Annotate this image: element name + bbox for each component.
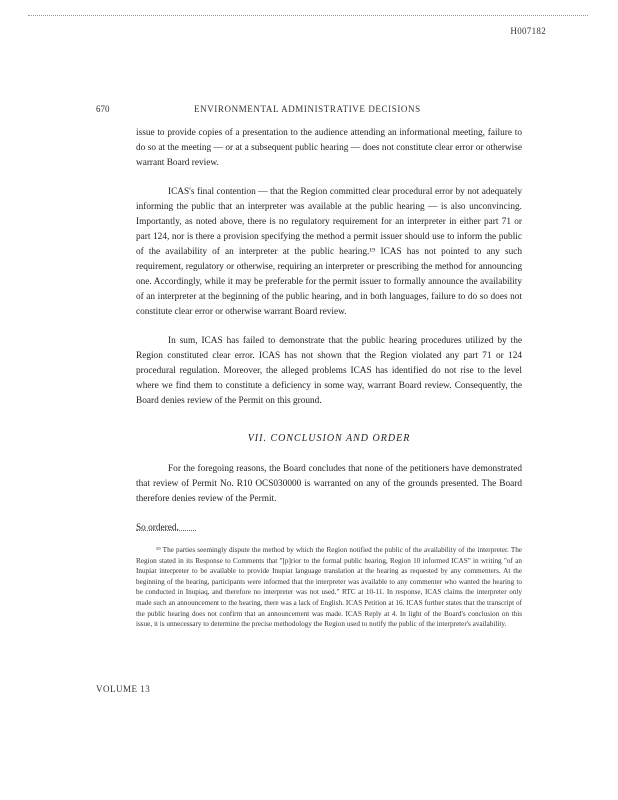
running-title: ENVIRONMENTAL ADMINISTRATIVE DECISIONS <box>194 104 421 114</box>
paragraph-in-sum: In sum, ICAS has failed to demonstrate that the public hearing procedures utilized by the Region constituted clear error. ICAS has not shown that the Region violated any part 71 or 124 procedural regulation. Moreover, the alleged problems ICAS has identified do not rise to the level where we find them to constitute a deficiency in some way, warrant Board review. Consequently, the Board denies review of the Permit on this ground. <box>136 336 522 406</box>
paragraph-final-contention: ICAS's final contention — that the Region committed clear procedural error by not adequately informing the public that an interpreter was available at the public hearing — is also unconvincing. Importantly, as noted above, there is no regulatory requirement for an interpreter in either part 71 or part 124, nor is there a provision specifying the method a permit issuer should use to inform the public of the availability of an interpreter at the public hearing.¹⁹ ICAS has not pointed to any such requirement, regulatory or otherwise, requiring an interpreter or prescribing the method for announcing one. Accordingly, while it may be preferable for the permit issuer to formally announce the availability of an interpreter at the beginning of the public hearing, and in both languages, failure to do so does not constitute clear error or otherwise warrant Board review. <box>136 187 522 317</box>
closing-line: So ordered. <box>136 523 179 533</box>
footnote: ¹⁹ The parties seemingly dispute the method by which the Region notified the public of the availability of the interpreter. The Region stated in its Response to Comments that "[p]rior to the formal public hearing, Region 10 informed ICAS" in writing "of an Inupiat interpreter to be available to provide Inupiat language translation at the hearing as requested by any commenters. At the beginning of the hearing, participants were informed that the interpreter was available to any commenter who wanted the hearing to be conducted in Inupiaq, and therefore no interpreter was not used." RTC at 10-11. In response, ICAS claims the interpreter only made such an announcement to the hearing, there was a lack of English. ICAS Petition at 16. ICAS further states that the transcript of the public hearing does not confirm that an announcement was made. ICAS Reply at 4. In light of the Board's conclusion on this issue, it is unnecessary to determine the precise methodology the Region used to notify the public of the interpreter's availability. <box>136 546 522 629</box>
volume-label: VOLUME 13 <box>96 684 151 694</box>
paragraph-conclusion: For the foregoing reasons, the Board concludes that none of the petitioners have demonstrated that review of Permit No. R10 OCS030000 is warranted on any of the grounds presented. The Board therefore denies review of the Permit. <box>136 464 522 504</box>
page-number: 670 <box>96 104 110 114</box>
body-text <box>136 126 522 550</box>
scan-artifact-line <box>28 15 588 16</box>
document-id: H007182 <box>510 26 546 36</box>
paragraph-continuation: issue to provide copies of a presentation to the audience attending an informational meeting, failure to do so at the meeting — or at a subsequent public hearing — does not constitute clear error or otherwise warrant Board review. <box>136 128 522 168</box>
footnote-rule <box>136 530 196 531</box>
section-heading: VII. CONCLUSION AND ORDER <box>247 433 411 444</box>
